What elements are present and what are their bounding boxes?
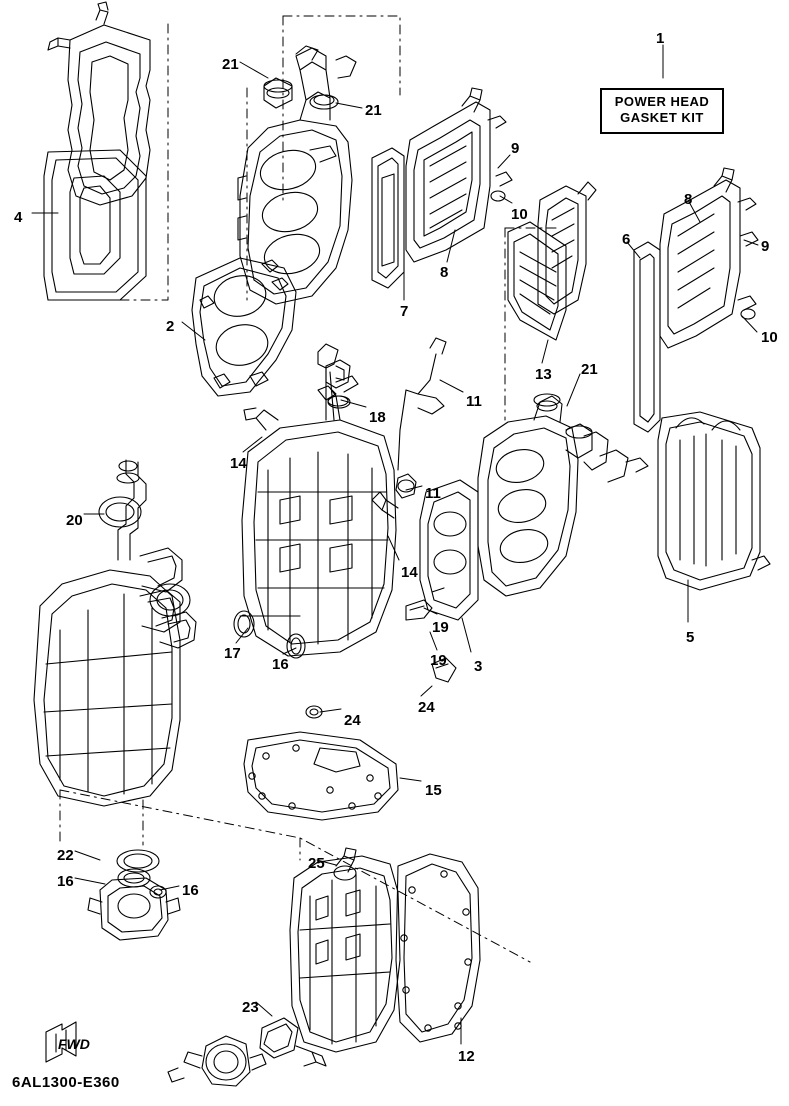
callout-number: 13 — [535, 366, 552, 383]
callout-number: 15 — [425, 782, 442, 799]
callout-number: 19 — [432, 619, 449, 636]
drawing-code: 6AL1300-E360 — [12, 1074, 120, 1091]
callout-number: 16 — [182, 882, 199, 899]
callout-number: 17 — [224, 645, 241, 662]
callout-number: 12 — [458, 1048, 475, 1065]
callout-number: 20 — [66, 512, 83, 529]
callout-number: 22 — [57, 847, 74, 864]
callout-number: 4 — [14, 209, 23, 226]
callout-number: 10 — [511, 206, 528, 223]
callout-number: 23 — [242, 999, 259, 1016]
callout-number: 16 — [272, 656, 289, 673]
callout-number: 16 — [57, 873, 74, 890]
callout-number: 6 — [622, 231, 631, 248]
callout-number: 8 — [440, 264, 449, 281]
callout-number: 9 — [511, 140, 520, 157]
callout-number: 14 — [230, 455, 247, 472]
callout-number: 7 — [400, 303, 409, 320]
callout-number: 14 — [401, 564, 418, 581]
callout-number: 21 — [365, 102, 382, 119]
callout-number: 5 — [686, 629, 695, 646]
callout-number: 11 — [466, 393, 482, 410]
callout-number: 19 — [430, 652, 447, 669]
title-line-2: GASKET KIT — [620, 110, 704, 126]
callout-number: 10 — [761, 329, 778, 346]
callout-number: 24 — [418, 699, 435, 716]
callout-number: 25 — [308, 855, 325, 872]
callout-number: 1 — [656, 30, 665, 47]
callout-number: 21 — [222, 56, 239, 73]
callout-number: 18 — [369, 409, 386, 426]
callout-number: 24 — [344, 712, 361, 729]
title-box — [600, 88, 724, 134]
callout-number: 9 — [761, 238, 770, 255]
callout-number: 11 — [425, 485, 441, 502]
title-line-1: POWER HEAD — [614, 94, 710, 109]
callout-number: 3 — [474, 658, 483, 675]
fwd-direction-label: FWD — [58, 1036, 90, 1052]
callout-number: 8 — [684, 191, 693, 208]
callout-number: 21 — [581, 361, 598, 378]
callout-number: 2 — [166, 318, 175, 335]
